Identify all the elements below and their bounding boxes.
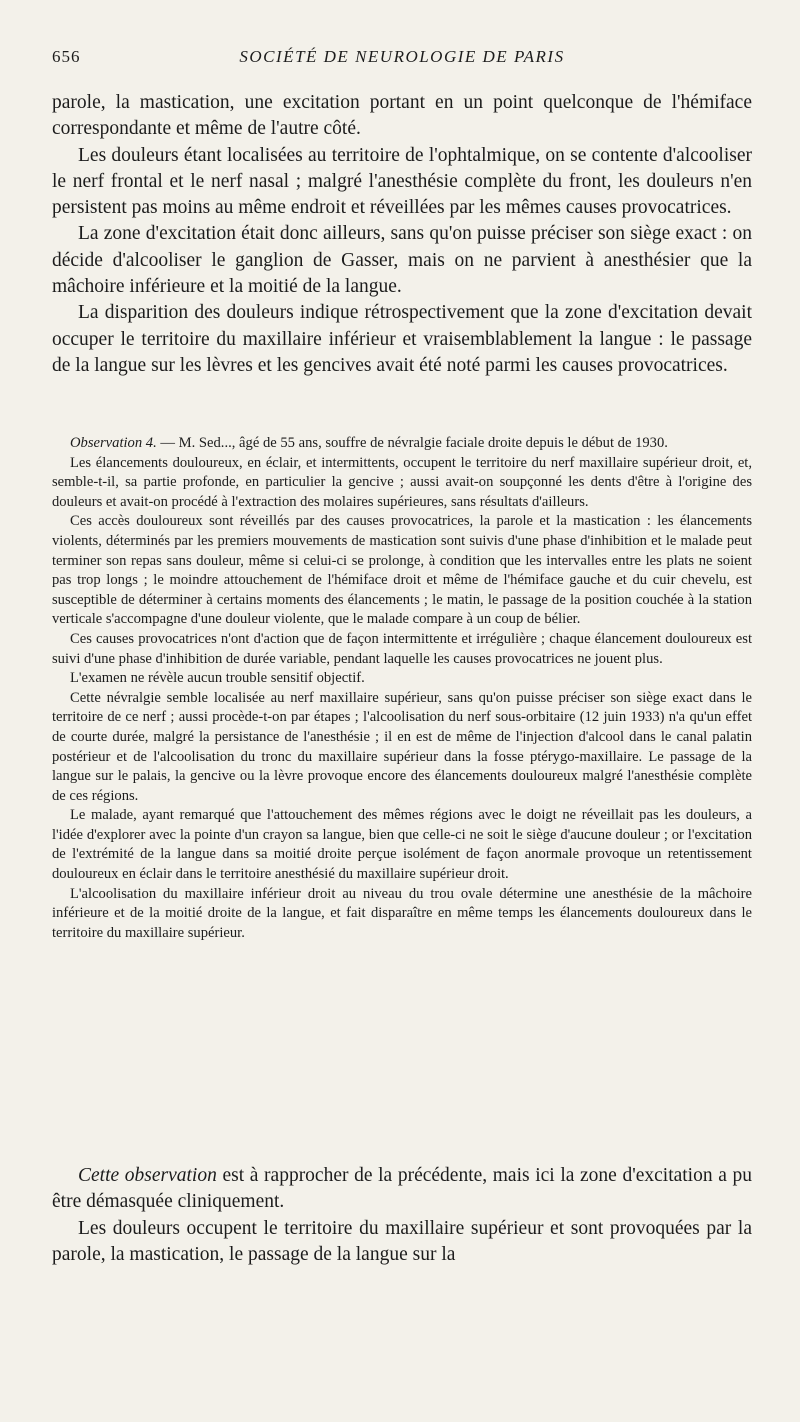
paragraph-disparition: La disparition des douleurs indique rétrospectivement que la zone d'excitation devait occuper le territoire du maxillaire inférieur et vraisemblablement la langue : le passage de la langue sur les lèvres et les gencives avait été noté parmi les causes provocatrices.	[52, 302, 752, 376]
bottom-body-text	[52, 1163, 752, 1268]
observation-label: Observation 4.	[70, 435, 157, 451]
paragraph-continuation: parole, la mastication, une excitation portant en un point quelconque de l'hémiface correspondante et même de l'autre côté.	[52, 92, 752, 140]
observation-intro-text: — M. Sed..., âgé de 55 ans, souffre de névralgie faciale droite depuis le début de 1930.	[160, 435, 668, 451]
observation-paragraph: Ces accès douloureux sont réveillés par des causes provocatrices, la parole et la mastication : les élancements violents, déterminés par les premiers mouvements de mastication sont suivis d'une phase d'inhibition et le malade peut terminer son repas sans douleur, même si celui-ci se prolonge, à condition que les intervalles entre les plats ne soient pas trop longs ; le moindre attouchement de l'hémiface droit et même de l'hémiface gauche et du cuir chevelu, est susceptible de déterminer à certains moments des élancements ; le matin, le passage de la position couchée à la station verticale s'accompagne d'une douleur violente, que le malade compare à un coup de bélier.	[52, 513, 752, 628]
page-number: 656	[52, 47, 81, 66]
observation-paragraph: Les élancements douloureux, en éclair, et intermittents, occupent le territoire du nerf maxillaire supérieur droit, et, semble-t-il, sa partie profonde, en particulier la gencive ; aussi avait-on soupçonné les dents d'être à l'origine des douleurs et avait-on procédé à l'extraction des molaires supérieures, sans résultats d'ailleurs.	[52, 454, 752, 510]
observation-intro	[52, 434, 752, 454]
running-header	[52, 47, 752, 73]
observation-paragraph: Le malade, ayant remarqué que l'attouchement des mêmes régions avec le doigt ne réveillait pas les douleurs, a l'idée d'explorer avec la pointe d'un crayon sa langue, bien que celle-ci ne soit le siège d'aucune douleur ; or l'excitation de l'extrémité de la langue dans sa moitié droite perçue isolément de façon anormale provoque un retentissement douloureux en éclair dans le territoire anesthésié du maxillaire supérieur droit.	[52, 807, 752, 883]
observation-paragraph: Ces causes provocatrices n'ont d'action que de façon intermittente et irrégulière ; chaque élancement douloureux est suivi d'une phase d'inhibition de durée variable, pendant laquelle les causes provocatrices ne jouent plus.	[52, 630, 752, 667]
top-body-text	[52, 90, 752, 379]
italic-phrase: Cette observation	[78, 1165, 217, 1186]
paragraph-zone-excitation: La zone d'excitation était donc ailleurs, sans qu'on puisse préciser son siège exact : on décide d'alcooliser le ganglion de Gasser, mais on ne parvient à anesthésier que la mâchoire inférieure et la moitié de la langue.	[52, 223, 752, 298]
running-title: SOCIÉTÉ DE NEUROLOGIE DE PARIS	[239, 47, 565, 66]
observation-paragraph: L'alcoolisation du maxillaire inférieur droit au niveau du trou ovale détermine une anesthésie de la mâchoire inférieure et de la moitié droite de la langue, et fait disparaître en même temps les élancements douloureux dans le territoire du maxillaire supérieur.	[52, 885, 752, 941]
observation-block	[52, 434, 752, 943]
observation-paragraph: Cette névralgie semble localisée au nerf maxillaire supérieur, sans qu'on puisse préciser son siège exact dans le territoire de ce nerf ; aussi procède-t-on par étapes ; l'alcoolisation du nerf sous-orbitaire (12 juin 1933) n'a qu'un effet de courte durée, malgré la persistance de l'anesthésie ; il en est de même de l'injection d'alcool dans le canal palatin postérieur et de l'alcoolisation du tronc du maxillaire supérieur dans la fosse ptérygo-maxillaire. Le passage de la langue sur le palais, la gencive ou la lèvre provoque encore des élancements douloureux malgré l'anesthésie complète de ces régions.	[52, 689, 752, 804]
paragraph-ophtalmique: Les douleurs étant localisées au territoire de l'ophtalmique, on se contente d'alcooliser le nerf frontal et le nerf nasal ; malgré l'anesthésie complète du front, les douleurs n'en persistent pas moins au même endroit et réveillées par les mêmes causes provocatrices.	[52, 144, 752, 219]
paragraph-rapprochement	[52, 1163, 752, 1216]
observation-paragraph: L'examen ne révèle aucun trouble sensitif objectif.	[70, 670, 365, 687]
paragraph-rapprochement-rest: est à rapprocher de la précédente, mais ici la zone d'excitation a pu être démasquée cliniquement.	[52, 1165, 752, 1213]
paragraph-douleurs: Les douleurs occupent le territoire du maxillaire supérieur et sont provoquées par la parole, la mastication, le passage de la langue sur la	[52, 1217, 752, 1265]
